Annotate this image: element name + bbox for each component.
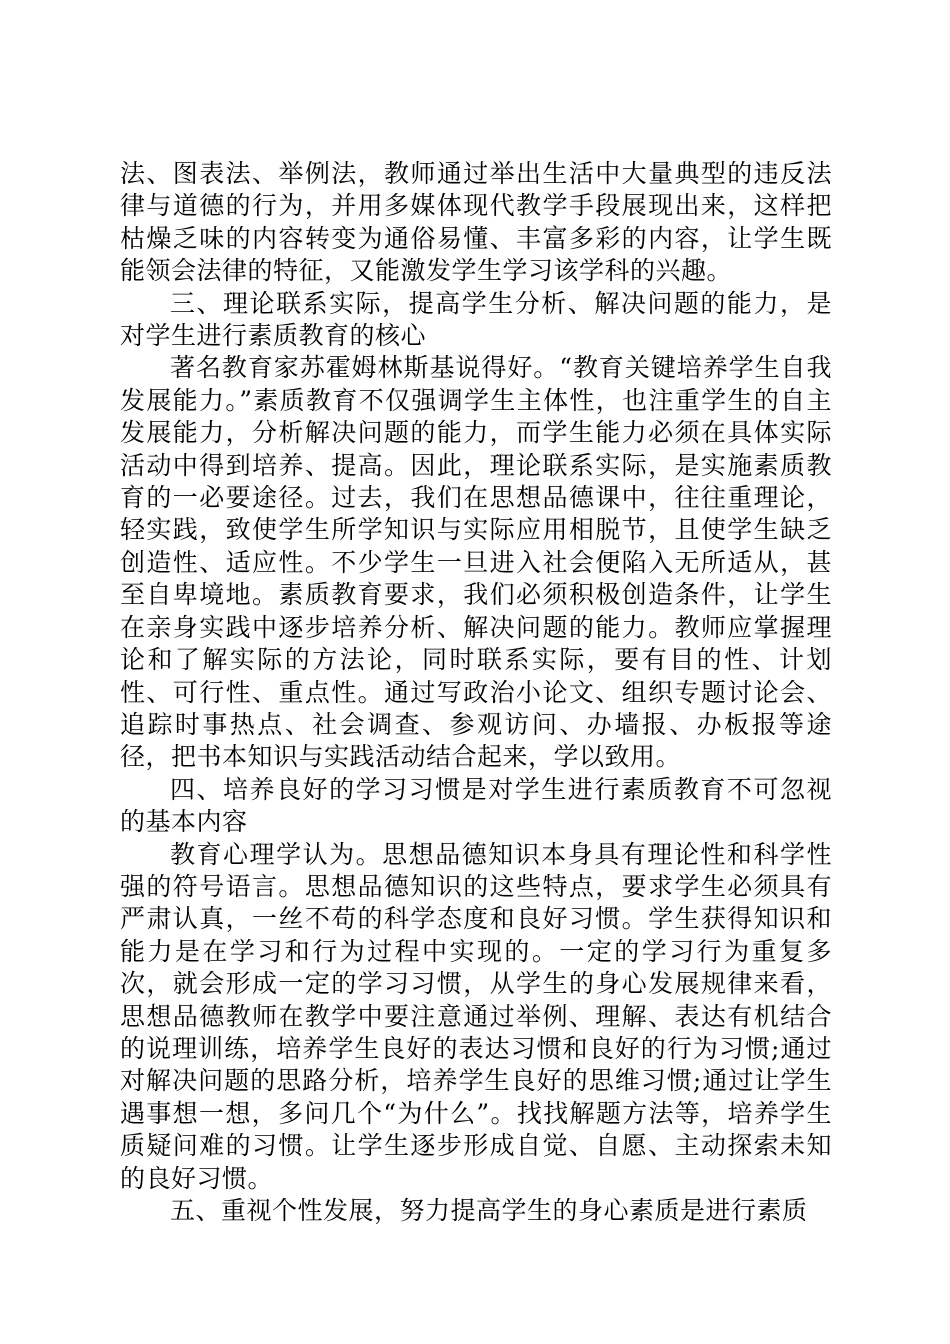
section-heading-3: 三、理论联系实际，提高学生分析、解决问题的能力，是对学生进行素质教育的核心 bbox=[120, 288, 832, 351]
paragraph-continued-methods: 法、图表法、举例法，教师通过举出生活中大量典型的违反法律与道德的行为，并用多媒体现代教学手段展现出来，这样把枯燥乏味的内容转变为通俗易懂、丰富多彩的内容，让学生既能领会法律的特征，又能激发学生学习该学科的兴趣。 bbox=[120, 159, 832, 286]
paragraph-study-habits: 教育心理学认为。思想品德知识本身具有理论性和科学性强的符号语言。思想品德知识的这些特点，要求学生必须具有严肃认真，一丝不苟的科学态度和良好习惯。学生获得知识和能力是在学习和行为过程中实现的。一定的学习行为重复多次，就会形成一定的学习习惯，从学生的身心发展规律来看，思想品德教师在教学中要注意通过举例、理解、表达有机结合的说理训练，培养学生良好的表达习惯和良好的行为习惯;通过对解决问题的思路分析，培养学生良好的思维习惯;通过让学生遇事想一想，多问几个“为什么”。找找解题方法等，培养学生质疑问难的习惯。让学生逐步形成自觉、自愿、主动探索未知的良好习惯。 bbox=[120, 839, 832, 1193]
paragraph-theory-practice: 著名教育家苏霍姆林斯基说得好。“教育关键培养学生自我发展能力。”素质教育不仅强调学生主体性，也注重学生的自主发展能力，分析解决问题的能力，而学生能力必须在具体实际活动中得到培养、提高。因此，理论联系实际，是实施素质教育的一必要途径。过去，我们在思想品德课中，往往重理论，轻实践，致使学生所学知识与实际应用相脱节，且使学生缺乏创造性、适应性。不少学生一旦进入社会便陷入无所适从，甚至自卑境地。素质教育要求，我们必须积极创造条件，让学生在亲身实践中逐步培养分析、解决问题的能力。教师应掌握理论和了解实际的方法论，同时联系实际，要有目的性、计划性、可行性、重点性。通过写政治小论文、组织专题讨论会、追踪时事热点、社会调查、参观访问、办墙报、办板报等途径，把书本知识与实践活动结合起来，学以致用。 bbox=[120, 353, 832, 772]
section-heading-5: 五、重视个性发展，努力提高学生的身心素质是进行素质 bbox=[170, 1196, 808, 1225]
document-body bbox=[120, 158, 832, 1227]
section-heading-4: 四、培养良好的学习习惯是对学生进行素质教育不可忽视的基本内容 bbox=[120, 774, 832, 837]
